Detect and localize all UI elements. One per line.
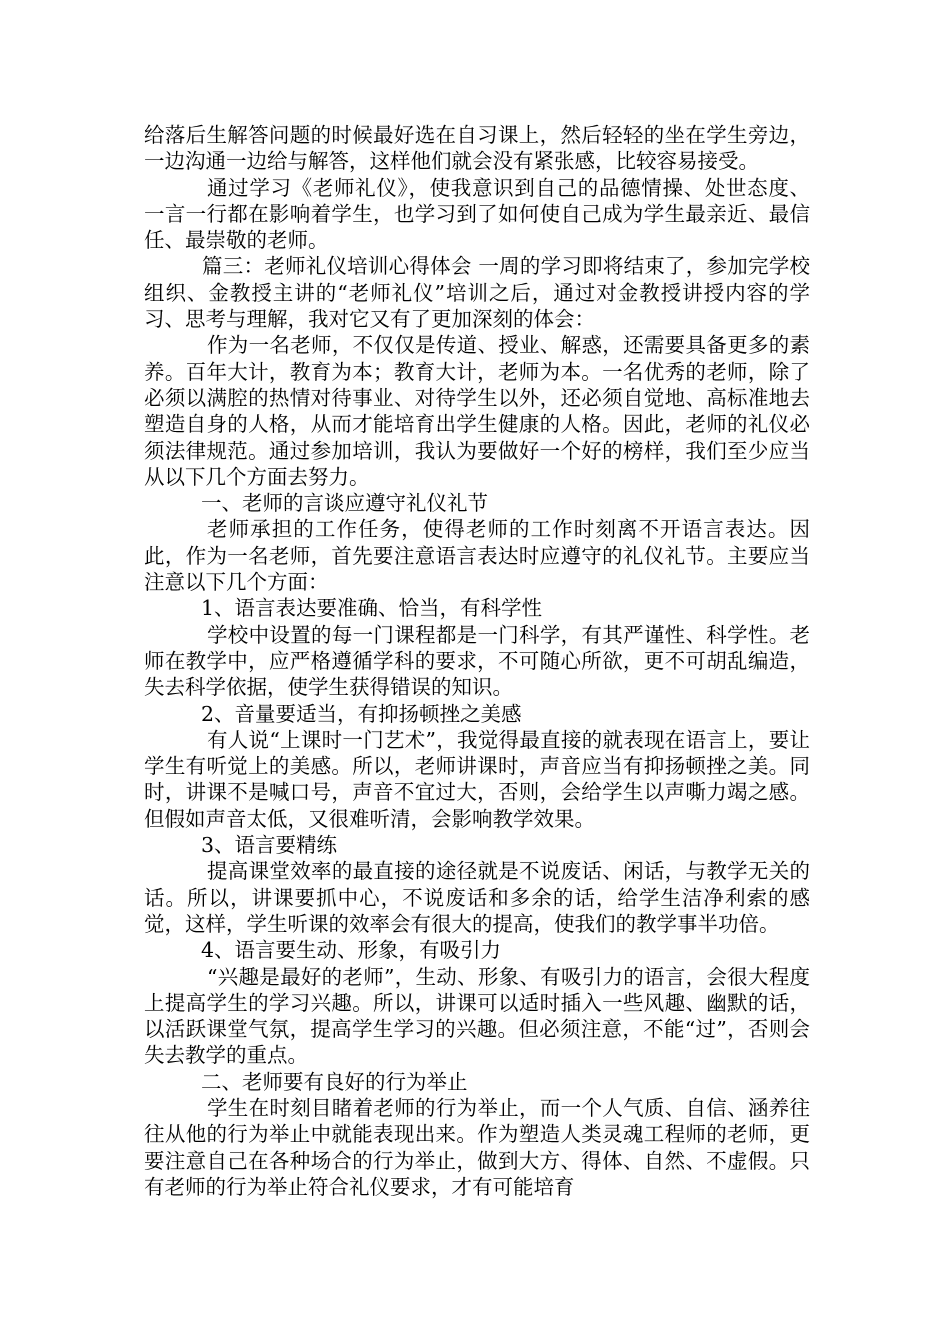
section-heading-behavior: 二、老师要有良好的行为举止 bbox=[201, 1069, 468, 1094]
paragraph-volume: 有人说“上课时一门艺术”，我觉得最直接的就表现在语言上，要让学生有听觉上的美感。所以，老师讲课时，声音应当有抑扬顿挫之美。同时，讲课不是喊口号，声音不宜过大，否则，会给学生以声嘶力竭之感。但假如声音太低，又很难听清，会影响教学效果。 bbox=[144, 727, 810, 831]
subheading-volume: 2、音量要适当，有抑扬顿挫之美感 bbox=[201, 701, 522, 726]
paragraph-chapter-three-intro: 篇三：老师礼仪培训心得体会 一周的学习即将结束了，参加完学校组织、金教授主讲的“老师礼仪”培训之后，通过对金教授讲授内容的学习、思考与理解，我对它又有了更加深刻的体会： bbox=[144, 254, 810, 332]
document-page bbox=[144, 122, 810, 1200]
subheading-vivid: 4、语言要生动、形象，有吸引力 bbox=[201, 938, 502, 963]
paragraph-etiquette-study: 通过学习《老师礼仪》，使我意识到自己的品德情操、处世态度、一言一行都在影响着学生，也学习到了如何使自己成为学生最亲近、最信任、最崇敬的老师。 bbox=[144, 175, 810, 253]
paragraph-accuracy: 学校中设置的每一门课程都是一门科学，有其严谨性、科学性。老师在教学中，应严格遵循学科的要求，不可随心所欲，更不可胡乱编造，失去科学依据，使学生获得错误的知识。 bbox=[144, 622, 810, 700]
paragraph-concise: 提高课堂效率的最直接的途径就是不说废话、闲话，与教学无关的话。所以，讲课要抓中心，不说废话和多余的话，给学生洁净利索的感觉，这样，学生听课的效率会有很大的提高，使我们的教学事半功倍。 bbox=[144, 859, 810, 936]
paragraph-vivid: “兴趣是最好的老师”，生动、形象、有吸引力的语言，会很大程度上提高学生的学习兴趣。所以，讲课可以适时插入一些风趣、幽默的话，以活跃课堂气氛，提高学生学习的兴趣。但必须注意，不能“过”，否则会失去教学的重点。 bbox=[144, 964, 810, 1068]
subheading-concise: 3、语言要精练 bbox=[201, 833, 338, 858]
paragraph-continuation: 给落后生解答问题的时候最好选在自习课上，然后轻轻的坐在学生旁边，一边沟通一边给与解答，这样他们就会没有紧张感，比较容易接受。 bbox=[144, 123, 810, 174]
subheading-accuracy: 1、语言表达要准确、恰当，有科学性 bbox=[201, 596, 543, 621]
paragraph-speech-intro: 老师承担的工作任务，使得老师的工作时刻离不开语言表达。因此，作为一名老师，首先要注意语言表达时应遵守的礼仪礼节。主要应当注意以下几个方面： bbox=[144, 517, 810, 595]
section-heading-speech-etiquette: 一、老师的言谈应遵守礼仪礼节 bbox=[201, 491, 488, 516]
paragraph-behavior: 学生在时刻目睹着老师的行为举止，而一个人气质、自信、涵养往往从他的行为举止中就能表现出来。作为塑造人类灵魂工程师的老师，更要注意自己在各种场合的行为举止，做到大方、得体、自然、不虚假。只有老师的行为举止符合礼仪要求，才有可能培育 bbox=[144, 1095, 810, 1199]
paragraph-teacher-role: 作为一名老师，不仅仅是传道、授业、解惑，还需要具备更多的素养。百年大计，教育为本；教育大计，老师为本。一名优秀的老师，除了必须以满腔的热情对待事业、对待学生以外，还必须自觉地、高标准地去塑造自身的人格，从而才能培育出学生健康的人格。因此，老师的礼仪必须法律规范。通过参加培训，我认为要做好一个好的榜样，我们至少应当从以下几个方面去努力。 bbox=[144, 333, 810, 489]
